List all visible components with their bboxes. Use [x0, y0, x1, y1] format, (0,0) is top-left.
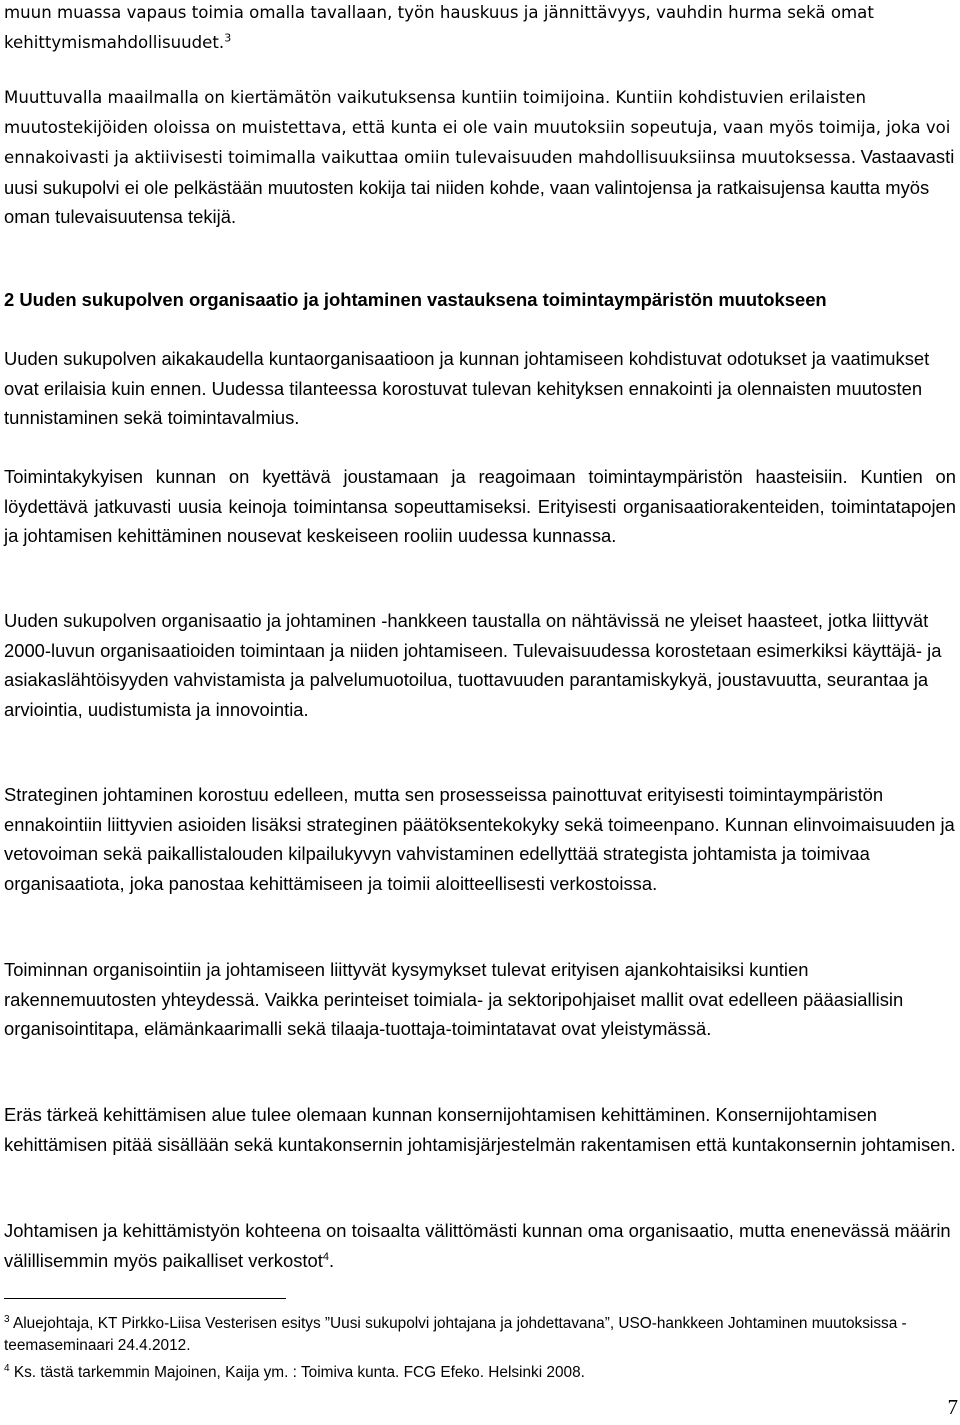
paragraph-9	[4, 1216, 956, 1275]
footnote-4	[4, 1362, 956, 1384]
paragraph-2-sans-text: Muuttuvalla maailmalla on kiertämätön vaikutuksensa kuntiin toimijoina. Kuntiin kohdistuvien erilaisten muutostekijöiden oloissa on muistettava, että kunta ei ole vain muutoksiin sopeutuja, vaan myös toimija, joka voi ennakoivasti ja aktiivisesti toimimalla vaikuttaa omiin tulevaisuuden mahdollisuuksiinsa muutoksessa.	[4, 88, 951, 168]
paragraph-3: Uuden sukupolven aikakaudella kuntaorganisaatioon ja kunnan johtamiseen kohdistuvat odotukset ja vaatimukset ovat erilaisia kuin ennen. Uudessa tilanteessa korostuvat tulevan kehityksen ennakointi ja olennaisten muutosten tunnistaminen sekä toimintavalmius.	[4, 348, 930, 429]
paragraph-9-end: .	[329, 1249, 335, 1271]
page-number: 7	[947, 1395, 958, 1419]
paragraph-1-text: muun muassa vapaus toimia omalla tavallaan, työn hauskuus ja jännittävyys, vauhdin hurma sekä omat kehittymismahdollisuudet.	[4, 3, 874, 52]
footnote-3-text: Aluejohtaja, KT Pirkko-Liisa Vesterisen esitys ”Uusi sukupolvi johtajana ja johdettavana”, USO-hankkeen Johtaminen muutoksissa -teemaseminaari 24.4.2012.	[4, 1315, 907, 1354]
paragraph-2-body-text: Vastaavasti uusi sukupolvi ei ole pelkästään muutosten kokija tai niiden kohde, vaan valintojensa ja ratkaisujensa kautta myös oman tulevaisuutensa tekijä.	[4, 146, 955, 228]
paragraph-5: Uuden sukupolven organisaatio ja johtaminen -hankkeen taustalla on nähtävissä ne yleiset haasteet, jotka liittyvät 2000-luvun organisaatioiden toimintaan ja niiden johtamiseen. Tulevaisuudessa korostetaan esimerkiksi käyttäjä- ja asiakaslähtöisyyden vahvistamista ja palvelumuotoilua, tuottavuuden parantamiskykyä, joustavuutta, seurantaa ja arviointia, uudistumista ja innovointia.	[4, 610, 942, 720]
footnote-3-mark: 3	[4, 1313, 10, 1325]
footnote-separator	[4, 1298, 286, 1299]
paragraph-6: Strateginen johtaminen korostuu edelleen, mutta sen prosesseissa painottuvat erityisesti toimintaympäristön ennakointiin liittyvien asioiden lisäksi strateginen päätöksentekokyky sekä toimeenpano. Kunnan elinvoimaisuuden ja vetovoiman sekä paikallistalouden kilpailukyvyn vahvistaminen edellyttää strategista johtamista ja toimivaa organisaatiota, joka panostaa kehittämiseen ja toimii aloitteellisesti verkostoissa.	[4, 784, 955, 894]
paragraph-2	[4, 83, 956, 232]
footnote-3	[4, 1313, 956, 1357]
paragraph-9-text: Johtamisen ja kehittämistyön kohteena on toisaalta välittömästi kunnan oma organisaatio, mutta enenevässä määrin välillisemmin myös paikalliset verkostot	[4, 1220, 951, 1271]
paragraph-7: Toiminnan organisointiin ja johtamiseen liittyvät kysymykset tulevat erityisen ajankohtaisiksi kuntien rakennemuutosten yhteydessä. Vaikka perinteiset toimiala- ja sektoripohjaiset mallit ovat edelleen pääasiallisin organisointitapa, elämänkaarimalli sekä tilaaja-tuottaja-toimintatavat ovat yleistymässä.	[4, 959, 904, 1040]
footnote-4-mark: 4	[4, 1362, 10, 1374]
footnote-ref-4[interactable]: 4	[322, 1250, 329, 1263]
paragraph-4: Toimintakykyisen kunnan on kyettävä joustamaan ja reagoimaan toimintaympäristön haasteisiin. Kuntien on löydettävä jatkuvasti uusia keinoja toimintansa sopeuttamiseksi. Erityisesti organisaatiorakenteiden, toimintatapojen ja johtamisen kehittäminen nousevat keskeiseen rooliin uudessa kunnassa.	[4, 466, 956, 547]
section-heading: 2 Uuden sukupolven organisaatio ja johtaminen vastauksena toimintaympäristön muutokseen	[4, 289, 827, 310]
paragraph-1	[4, 0, 956, 57]
footnote-ref-3[interactable]: 3	[224, 31, 232, 45]
paragraph-8: Eräs tärkeä kehittämisen alue tulee olemaan kunnan konsernijohtamisen kehittäminen. Konsernijohtamisen kehittämisen pitää sisällään sekä kuntakonsernin johtamisjärjestelmän rakentamisen että kuntakonsernin johtamisen.	[4, 1104, 956, 1155]
footnote-4-text: Ks. tästä tarkemmin Majoinen, Kaija ym. : Toimiva kunta. FCG Efeko. Helsinki 2008.	[9, 1364, 585, 1381]
